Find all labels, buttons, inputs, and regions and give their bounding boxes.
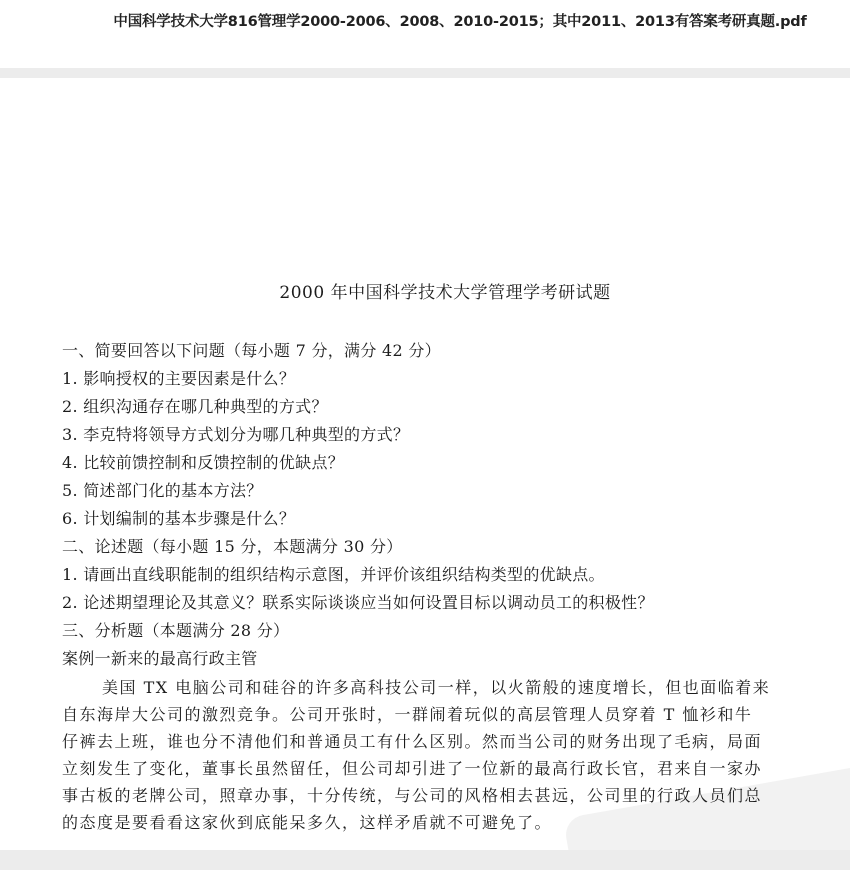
question-line: 3. 李克特将领导方式划分为哪几种典型的方式？ [62,425,410,444]
case-paragraph [62,674,850,836]
exam-title: 2000 年中国科学技术大学管理学考研试题 [279,283,611,303]
paragraph-line: 自东海岸大公司的激烈竞争。公司开张时，一群闹着玩似的高层管理人员穿着 T 恤衫和牛 [62,705,753,724]
page-separator [0,68,850,78]
paragraph-line: 仔裤去上班，谁也分不清他们和普通员工有什么区别。然而当公司的财务出现了毛病，局面 [62,732,763,751]
document-page[interactable] [0,78,850,850]
document-title-bar [0,0,850,68]
question-line: 6. 计划编制的基本步骤是什么？ [62,509,296,528]
page-bottom-separator [0,850,850,870]
question-line: 4. 比较前馈控制和反馈控制的优缺点？ [62,453,345,472]
question-line: 1. 请画出直线职能制的组织结构示意图，并评价该组织结构类型的优缺点。 [62,565,605,584]
section-heading: 一、简要回答以下问题（每小题 7 分，满分 42 分） [62,341,441,360]
file-title: 中国科学技术大学816管理学2000-2006、2008、2010-2015；其中2011、2013有答案考研真题.pdf [113,14,807,30]
question-line: 2. 组织沟通存在哪几种典型的方式？ [62,397,328,416]
paragraph-line: 立刻发生了变化，董事长虽然留任，但公司却引进了一位新的最高行政长官，君来自一家办 [62,759,763,778]
question-line: 1. 影响授权的主要因素是什么？ [62,369,296,388]
question-line: 2. 论述期望理论及其意义？联系实际谈谈应当如何设置目标以调动员工的积极性？ [62,593,654,612]
case-title: 案例一新来的最高行政主管 [62,649,258,668]
paragraph-line: 美国 TX 电脑公司和硅谷的许多高科技公司一样，以火箭般的速度增长，但也面临着来 [102,678,771,697]
section-heading: 三、分析题（本题满分 28 分） [62,621,290,640]
paragraph-line: 的态度是要看看这家伙到底能呆多久，这样矛盾就不可避免了。 [62,813,553,832]
section-heading: 二、论述题（每小题 15 分，本题满分 30 分） [62,537,403,556]
paragraph-line: 事古板的老牌公司，照章办事，十分传统，与公司的风格相去甚远，公司里的行政人员们总 [62,786,763,805]
question-line: 5. 简述部门化的基本方法？ [62,481,263,500]
